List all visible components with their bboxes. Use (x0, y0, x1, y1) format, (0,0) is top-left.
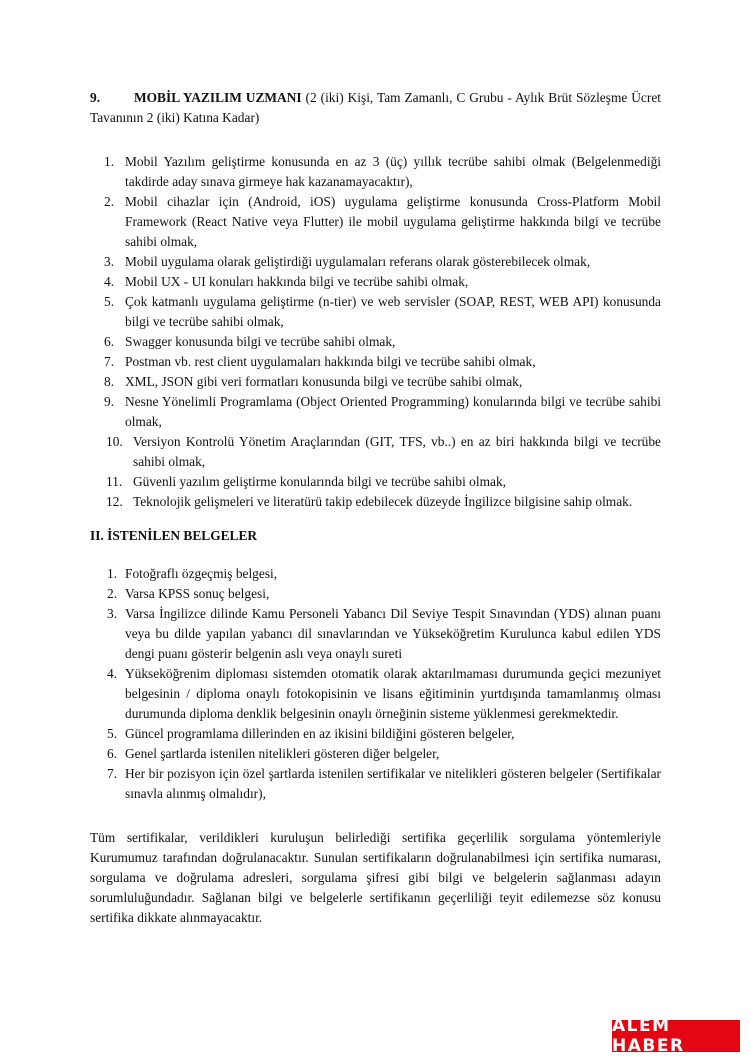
list-marker: 7. (107, 766, 118, 781)
list-item-text: Güvenli yazılım geliştirme konularında bilgi ve tecrübe sahibi olmak, (133, 474, 506, 489)
list-item-text: Postman vb. rest client uygulamaları hakkında bilgi ve tecrübe sahibi olmak, (125, 354, 536, 369)
list-item (90, 564, 661, 584)
list-item-text: Çok katmanlı uygulama geliştirme (n-tier) ve web servisler (SOAP, REST, WEB API) konusunda bilgi ve tecrübe sahibi olmak, (125, 294, 661, 329)
list-item-text: Teknolojik gelişmeleri ve literatürü takip edebilecek düzeyde İngilizce bilgisine sahip olmak. (133, 494, 633, 509)
list-item (90, 724, 661, 744)
list-item-text: Genel şartlarda istenilen nitelikleri gösteren diğer belgeler, (125, 746, 440, 761)
list-marker: 6. (107, 746, 118, 761)
list-marker: 4. (107, 666, 118, 681)
list-marker: 1. (107, 566, 118, 581)
list-item-text: Nesne Yönelimli Programlama (Object Oriented Programming) konularında bilgi ve tecrübe sahibi olmak, (125, 394, 661, 429)
list-marker: 1. (104, 154, 115, 169)
list-item (90, 432, 661, 472)
list-marker: 6. (104, 334, 115, 349)
list-marker: 8. (104, 374, 115, 389)
position-details: (2 (iki) Kişi, Tam Zamanlı, C Grubu - Aylık Brüt Sözleşme Ücret Tavanının 2 (iki) Katına Kadar) (90, 90, 661, 125)
list-item-text: Güncel programlama dillerinden en az ikisini bildiğini gösteren belgeler, (125, 726, 515, 741)
list-item (90, 664, 661, 724)
document-page (90, 88, 661, 928)
documents-list (90, 564, 661, 804)
list-marker: 3. (104, 254, 115, 269)
list-item-text: Mobil Yazılım geliştirme konusunda en az 3 (üç) yıllık tecrübe sahibi olmak (Belgelenmediği takdirde aday sınava girmeye hak kazanamayacaktır), (125, 154, 661, 189)
list-item-text: Yükseköğrenim diploması sistemden otomatik olarak aktarılmaması durumunda geçici mezuniyet belgesinin / diploma onaylı fotokopisinin ve lisans eğitiminin yurtdışında tamamlanmış olması durumunda diploma denklik belgesinin onaylı örneğinin sisteme yüklenmesi gerekmektedir. (125, 666, 661, 721)
list-item-text: Mobil cihazlar için (Android, iOS) uygulama geliştirme konusunda Cross-Platform Mobil Framework (React Native veya Flutter) ile mobil uygulama geliştirme hakkında bilgi ve tecrübe sahibi olmak, (125, 194, 661, 249)
list-item-text: Varsa İngilizce dilinde Kamu Personeli Yabancı Dil Seviye Tespit Sınavından (YDS) alınan puanı veya bu dilde yapılan yabancı dil sınavlarından ve Yükseköğretim Kurulunca kabul edilen YDS dengi puanı gösterir belgenin aslı veya onaylı sureti (125, 606, 661, 661)
list-marker: 5. (107, 726, 118, 741)
list-marker: 10. (106, 434, 123, 449)
certificate-paragraph: Tüm sertifikalar, verildikleri kuruluşun belirlediği sertifika geçerlilik sorgulama yöntemleriyle Kurumumuz tarafından doğrulanacaktır. Sunulan sertifikaların doğrulanabilmesi için sertifika numarası, sorgulama ve doğrulama adresleri, sorgulama şifresi gibi bilgi ve belgelerin sağlanması adayın sorumluluğundadır. Sağlanan bilgi ve belgelerle sertifikanın geçerliliği teyit edilemezse söz konusu sertifika dikkate alınmayacaktır. (90, 830, 661, 925)
list-item (90, 352, 661, 372)
list-item-text: Swagger konusunda bilgi ve tecrübe sahibi olmak, (125, 334, 396, 349)
list-item-text: XML, JSON gibi veri formatları konusunda bilgi ve tecrübe sahibi olmak, (125, 374, 523, 389)
list-marker: 2. (107, 586, 118, 601)
position-heading (90, 88, 661, 128)
section-title: II. İSTENİLEN BELGELER (90, 528, 258, 543)
list-item (90, 392, 661, 432)
list-marker: 4. (104, 274, 115, 289)
list-item (90, 192, 661, 252)
list-item-text: Her bir pozisyon için özel şartlarda istenilen sertifikalar ve nitelikleri gösteren belgeler (Sertifikalar sınavla alınmış olmalıdır), (125, 766, 661, 801)
position-title: MOBİL YAZILIM UZMANI (134, 90, 302, 105)
list-item-text: Mobil UX - UI konuları hakkında bilgi ve tecrübe sahibi olmak, (125, 274, 469, 289)
list-item (90, 252, 661, 272)
list-marker: 11. (106, 474, 123, 489)
list-item (90, 584, 661, 604)
list-item-text: Mobil uygulama olarak geliştirdiği uygulamaları referans olarak gösterebilecek olmak, (125, 254, 591, 269)
list-marker: 3. (107, 606, 118, 621)
watermark-logo: ALEM HABER (612, 1020, 740, 1052)
list-marker: 12. (106, 494, 123, 509)
list-item (90, 372, 661, 392)
requirements-list (90, 152, 661, 512)
position-number: 9. (90, 90, 101, 105)
list-item (90, 292, 661, 332)
list-item (90, 472, 661, 492)
list-item (90, 332, 661, 352)
list-item (90, 604, 661, 664)
list-item-text: Fotoğraflı özgeçmiş belgesi, (125, 566, 278, 581)
list-item-text: Varsa KPSS sonuç belgesi, (125, 586, 270, 601)
list-marker: 7. (104, 354, 115, 369)
list-item (90, 272, 661, 292)
list-marker: 9. (104, 394, 115, 409)
list-item (90, 744, 661, 764)
list-item (90, 152, 661, 192)
list-item (90, 492, 661, 512)
list-item-text: Versiyon Kontrolü Yönetim Araçlarından (GIT, TFS, vb..) en az biri hakkında bilgi ve tecrübe sahibi olmak, (133, 434, 661, 469)
list-marker: 2. (104, 194, 115, 209)
list-marker: 5. (104, 294, 115, 309)
list-item (90, 764, 661, 804)
